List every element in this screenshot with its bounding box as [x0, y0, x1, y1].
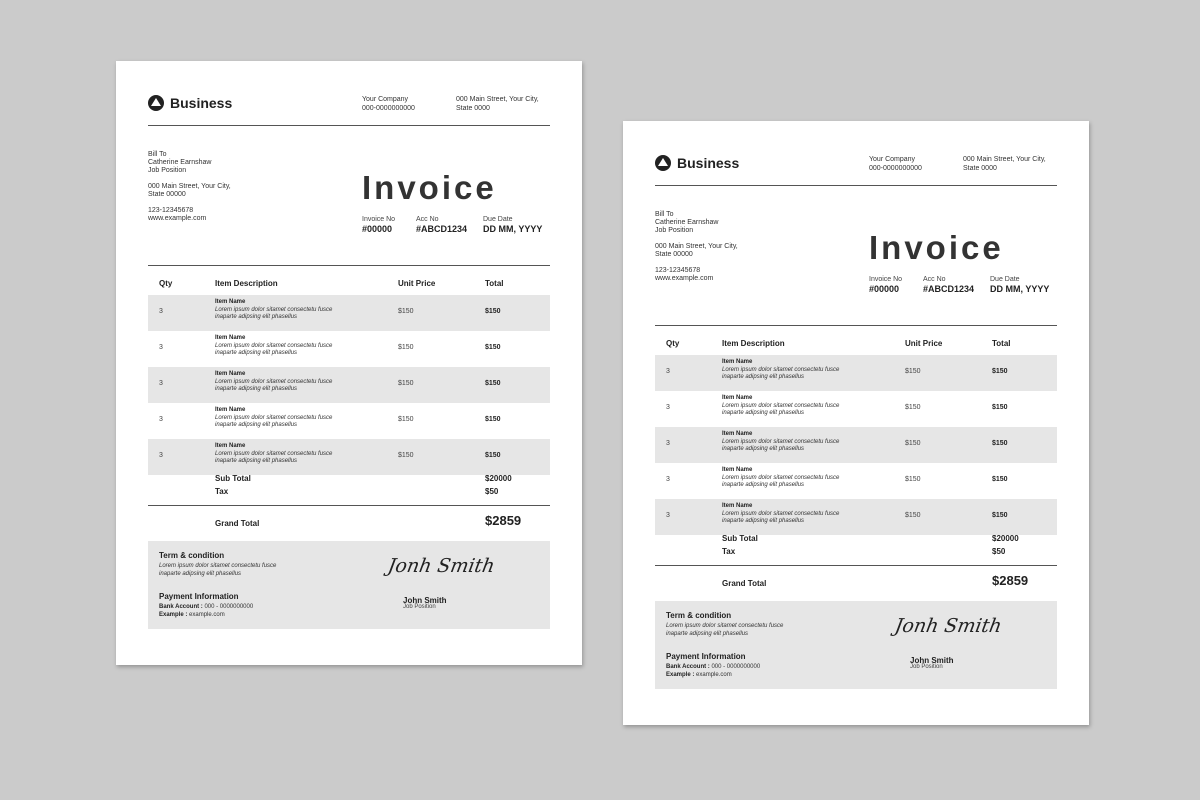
divider — [655, 565, 1057, 566]
table-row — [655, 427, 1057, 463]
client-name: Catherine Earnshaw — [655, 219, 719, 226]
line-items — [148, 295, 550, 475]
row-unit-price: $150 — [398, 452, 414, 459]
address-line-1: 000 Main Street, Your City, — [963, 156, 1046, 163]
account-number-label: Acc No — [923, 276, 946, 283]
divider — [148, 505, 550, 506]
invoice-footer — [148, 541, 550, 629]
client-street: 000 Main Street, Your City, — [655, 243, 738, 250]
item-description-line-2: inaparte adipsing elit phasellus — [215, 422, 298, 428]
brand-logo — [148, 95, 232, 111]
item-description-line-1: Lorem ipsum dolor sitamet consectetu fusce — [722, 366, 840, 373]
item-description-line-2: inaparte adipsing elit phasellus — [722, 482, 805, 488]
row-total: $150 — [992, 368, 1008, 375]
row-unit-price: $150 — [398, 380, 414, 387]
table-header — [148, 277, 550, 291]
divider — [655, 325, 1057, 326]
row-unit-price: $150 — [905, 368, 921, 375]
signature: Jonh Smith — [386, 555, 497, 577]
invoice-number-label: Invoice No — [869, 276, 903, 283]
payment-details — [159, 603, 253, 619]
bill-to-label: Bill To — [655, 211, 674, 218]
divider — [148, 125, 550, 126]
row-unit-price: $150 — [905, 404, 921, 411]
table-row — [148, 331, 550, 367]
row-total: $150 — [485, 416, 501, 423]
bank-account-value: 000 - 0000000000 — [204, 604, 254, 610]
client-name: Catherine Earnshaw — [148, 159, 212, 166]
row-unit-price: $150 — [398, 416, 414, 423]
item-description-line-2: inaparte adipsing elit phasellus — [722, 518, 805, 524]
row-item — [215, 443, 332, 466]
company-name: Your Company — [362, 96, 409, 103]
item-description-line-1: Lorem ipsum dolor sitamet consectetu fusce — [215, 306, 333, 313]
item-name: Item Name — [722, 467, 753, 473]
invoice-title: Invoice — [362, 169, 497, 206]
row-total: $150 — [485, 344, 501, 351]
row-total: $150 — [485, 308, 501, 315]
item-description-line-1: Lorem ipsum dolor sitamet consectetu fusce — [722, 402, 840, 409]
account-number — [416, 216, 467, 234]
row-unit-price: $150 — [905, 440, 921, 447]
company-phone: 000-0000000000 — [869, 165, 922, 172]
grand-total-value: $2859 — [992, 573, 1029, 588]
row-item — [722, 395, 839, 418]
example-value: example.com — [696, 672, 732, 678]
due-date — [483, 216, 542, 234]
brand-name: Business — [677, 155, 740, 171]
invoice-footer — [655, 601, 1057, 689]
terms-line-1: Lorem ipsum dolor sitamet consectetu fusce — [666, 623, 784, 629]
signer-position: Job Position — [910, 664, 943, 670]
row-total: $150 — [992, 476, 1008, 483]
client-state: State 00000 — [148, 191, 186, 198]
payment-title: Payment Information — [666, 652, 746, 661]
due-date-value: DD MM, YYYY — [990, 284, 1050, 294]
row-unit-price: $150 — [905, 476, 921, 483]
item-name: Item Name — [215, 443, 246, 449]
row-item — [722, 467, 839, 490]
column-header-description: Item Description — [722, 339, 785, 348]
item-description-line-1: Lorem ipsum dolor sitamet consectetu fusce — [215, 378, 333, 385]
company-info — [869, 155, 922, 173]
item-name: Item Name — [215, 407, 246, 413]
subtotal-value: $20000 — [992, 534, 1019, 543]
item-description-line-2: inaparte adipsing elit phasellus — [722, 446, 805, 452]
row-item — [215, 407, 332, 430]
due-date-value: DD MM, YYYY — [483, 224, 543, 234]
example-value: example.com — [189, 612, 225, 618]
row-total: $150 — [992, 404, 1008, 411]
due-date-label: Due Date — [483, 216, 513, 223]
bill-to-block — [655, 211, 738, 283]
company-name: Your Company — [869, 156, 916, 163]
due-date-label: Due Date — [990, 276, 1020, 283]
company-info — [362, 95, 415, 113]
row-qty: 3 — [666, 440, 670, 447]
row-unit-price: $150 — [905, 512, 921, 519]
divider — [655, 185, 1057, 186]
table-row — [148, 403, 550, 439]
item-description-line-2: inaparte adipsing elit phasellus — [215, 350, 298, 356]
triangle-in-circle-icon — [148, 95, 164, 111]
item-description-line-1: Lorem ipsum dolor sitamet consectetu fusce — [215, 342, 333, 349]
row-qty: 3 — [159, 308, 163, 315]
column-header-total: Total — [992, 339, 1011, 348]
table-header — [655, 337, 1057, 351]
divider — [148, 265, 550, 266]
example-label: Example : — [159, 612, 188, 618]
item-description-line-2: inaparte adipsing elit phasellus — [215, 314, 298, 320]
row-total: $150 — [485, 452, 501, 459]
address-line-2: State 0000 — [963, 165, 997, 172]
item-description-line-2: inaparte adipsing elit phasellus — [722, 410, 805, 416]
column-header-unit-price: Unit Price — [905, 339, 943, 348]
signer-position: Job Position — [403, 604, 436, 610]
row-qty: 3 — [159, 380, 163, 387]
row-qty: 3 — [666, 476, 670, 483]
item-description-line-2: inaparte adipsing elit phasellus — [215, 386, 298, 392]
row-qty: 3 — [666, 512, 670, 519]
tax-label: Tax — [215, 487, 229, 496]
payment-details — [666, 663, 760, 679]
row-item — [722, 431, 839, 454]
subtotal-label: Sub Total — [722, 534, 758, 543]
table-row — [148, 439, 550, 475]
bill-to-label: Bill To — [148, 151, 167, 158]
row-unit-price: $150 — [398, 308, 414, 315]
brand-logo — [655, 155, 739, 171]
payment-title: Payment Information — [159, 592, 239, 601]
item-name: Item Name — [722, 359, 753, 365]
row-item — [215, 371, 332, 394]
company-address — [456, 95, 539, 113]
row-qty: 3 — [666, 368, 670, 375]
terms-title: Term & condition — [159, 551, 225, 560]
invoice-number — [869, 276, 902, 294]
invoice-page-right — [623, 121, 1089, 725]
grand-total-label: Grand Total — [215, 519, 260, 528]
terms-line-2: inaparte adipsing elit phasellus — [666, 631, 749, 637]
item-description-line-1: Lorem ipsum dolor sitamet consectetu fusce — [722, 510, 840, 517]
terms-title: Term & condition — [666, 611, 732, 620]
item-name: Item Name — [722, 503, 753, 509]
invoice-title: Invoice — [869, 229, 1004, 266]
item-description-line-2: inaparte adipsing elit phasellus — [722, 374, 805, 380]
invoice-number-value: #00000 — [362, 224, 393, 234]
client-position: Job Position — [148, 167, 187, 174]
row-total: $150 — [992, 440, 1008, 447]
signer-name: John Smith — [403, 596, 447, 605]
table-row — [655, 463, 1057, 499]
row-qty: 3 — [666, 404, 670, 411]
item-name: Item Name — [722, 431, 753, 437]
client-phone: 123-12345678 — [148, 207, 194, 214]
client-website: www.example.com — [148, 215, 207, 222]
client-website: www.example.com — [655, 275, 714, 282]
row-unit-price: $150 — [398, 344, 414, 351]
terms-text — [666, 622, 783, 638]
row-total: $150 — [992, 512, 1008, 519]
terms-line-1: Lorem ipsum dolor sitamet consectetu fusce — [159, 563, 277, 569]
invoice-number — [362, 216, 395, 234]
bank-account-label: Bank Account : — [159, 604, 203, 610]
invoice-header — [148, 93, 550, 123]
bank-account-value: 000 - 0000000000 — [711, 664, 761, 670]
account-number-label: Acc No — [416, 216, 439, 223]
grand-total-label: Grand Total — [722, 579, 767, 588]
invoice-page-left — [116, 61, 582, 665]
invoice-number-label: Invoice No — [362, 216, 396, 223]
example-label: Example : — [666, 672, 695, 678]
company-address — [963, 155, 1046, 173]
tax-value: $50 — [485, 487, 499, 496]
signer-name: John Smith — [910, 656, 954, 665]
brand-name: Business — [170, 95, 233, 111]
due-date — [990, 276, 1049, 294]
row-item — [215, 299, 332, 322]
item-description-line-1: Lorem ipsum dolor sitamet consectetu fusce — [215, 414, 333, 421]
row-item — [722, 359, 839, 382]
column-header-description: Item Description — [215, 279, 278, 288]
column-header-qty: Qty — [666, 339, 680, 348]
item-name: Item Name — [215, 371, 246, 377]
table-row — [148, 367, 550, 403]
tax-label: Tax — [722, 547, 736, 556]
row-qty: 3 — [159, 416, 163, 423]
line-items — [655, 355, 1057, 535]
tax-value: $50 — [992, 547, 1006, 556]
item-description-line-2: inaparte adipsing elit phasellus — [215, 458, 298, 464]
table-row — [655, 355, 1057, 391]
terms-line-2: inaparte adipsing elit phasellus — [159, 571, 242, 577]
bill-to-block — [148, 151, 231, 223]
item-description-line-1: Lorem ipsum dolor sitamet consectetu fusce — [722, 438, 840, 445]
column-header-unit-price: Unit Price — [398, 279, 436, 288]
account-number-value: #ABCD1234 — [416, 224, 468, 234]
company-phone: 000-0000000000 — [362, 105, 415, 112]
item-description-line-1: Lorem ipsum dolor sitamet consectetu fusce — [215, 450, 333, 457]
item-name: Item Name — [722, 395, 753, 401]
subtotal-value: $20000 — [485, 474, 512, 483]
address-line-1: 000 Main Street, Your City, — [456, 96, 539, 103]
terms-text — [159, 562, 276, 578]
address-line-2: State 0000 — [456, 105, 490, 112]
row-qty: 3 — [159, 452, 163, 459]
bank-account-label: Bank Account : — [666, 664, 710, 670]
account-number-value: #ABCD1234 — [923, 284, 975, 294]
row-total: $150 — [485, 380, 501, 387]
client-position: Job Position — [655, 227, 694, 234]
invoice-number-value: #00000 — [869, 284, 900, 294]
table-row — [655, 391, 1057, 427]
signature: Jonh Smith — [893, 615, 1004, 637]
account-number — [923, 276, 974, 294]
row-item — [215, 335, 332, 358]
grand-total-value: $2859 — [485, 513, 522, 528]
row-qty: 3 — [159, 344, 163, 351]
invoice-header — [655, 153, 1057, 183]
client-street: 000 Main Street, Your City, — [148, 183, 231, 190]
item-description-line-1: Lorem ipsum dolor sitamet consectetu fusce — [722, 474, 840, 481]
table-row — [148, 295, 550, 331]
triangle-in-circle-icon — [655, 155, 671, 171]
client-phone: 123-12345678 — [655, 267, 701, 274]
row-item — [722, 503, 839, 526]
item-name: Item Name — [215, 299, 246, 305]
client-state: State 00000 — [655, 251, 693, 258]
item-name: Item Name — [215, 335, 246, 341]
table-row — [655, 499, 1057, 535]
column-header-qty: Qty — [159, 279, 173, 288]
column-header-total: Total — [485, 279, 504, 288]
subtotal-label: Sub Total — [215, 474, 251, 483]
